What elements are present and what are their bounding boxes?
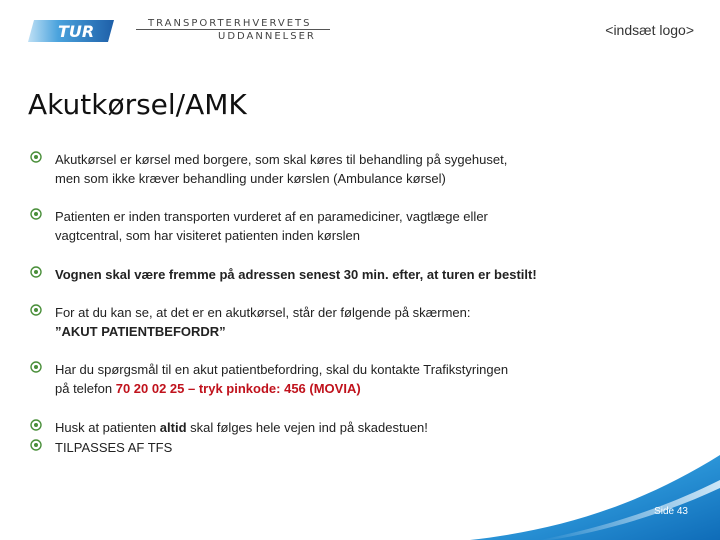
bullet-bold-text: Vognen skal være fremme på adressen senest 30 min. efter, at turen er bestilt!	[55, 267, 537, 282]
tur-logo-text: TUR	[58, 22, 95, 41]
bullet-emphasis: altid	[159, 420, 187, 435]
logo-line1: TRANSPORTERHVERVETS	[148, 18, 312, 29]
phone-number: 70 20 02 25 – tryk pinkode: 456 (MOVIA)	[115, 381, 361, 396]
tilpasses-note: TILPASSES AF TFS	[55, 440, 173, 455]
bullet-line: Har du spørgsmål til en akut patientbefordring, skal du kontakte Trafikstyringen	[55, 362, 509, 377]
screen-text: ”AKUT PATIENTBEFORDR”	[55, 324, 226, 339]
bullet-line: men som ikke kræver behandling under kørslen (Ambulance kørsel)	[55, 171, 446, 186]
bullet-post: skal følges hele vejen ind på skadestuen!	[186, 420, 428, 435]
slide-title: Akutkørsel/AMK	[28, 88, 247, 121]
bullet-line-prefix: på telefon	[55, 381, 116, 396]
bullet-line: For at du kan se, at det er en akutkørsel, står der følgende på skærmen:	[55, 305, 471, 320]
bullet-line: vagtcentral, som har visiteret patienten inden kørslen	[55, 228, 360, 243]
logo-line2: UDDANNELSER	[218, 31, 316, 42]
logo-placeholder: <indsæt logo>	[605, 22, 694, 38]
page-number: Side 43	[654, 506, 688, 517]
bullet-pre: Husk at patienten	[55, 420, 160, 435]
bullet-line: Akutkørsel er kørsel med borgere, som skal køres til behandling på sygehuset,	[55, 152, 508, 167]
bullet-line: Patienten er inden transporten vurderet af en paramediciner, vagtlæge eller	[55, 209, 488, 224]
